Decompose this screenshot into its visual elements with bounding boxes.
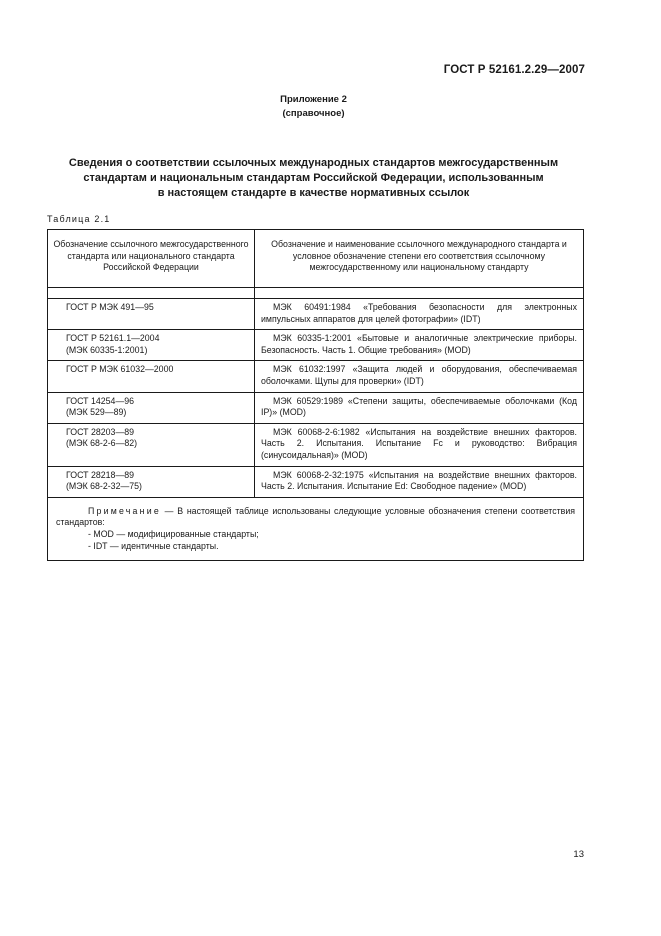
table-cell-code	[48, 361, 255, 392]
document-title-line: в настоящем стандарте в качестве нормативных ссылок	[157, 187, 470, 199]
table-cell-code	[48, 423, 255, 466]
table-header-cell: Обозначение и наименование ссылочного международного стандарта и условное обозначение степени его соответствия ссылочному межгосударственному или национальному стандарту	[255, 230, 584, 288]
note-body: — В настоящей таблице использованы следующие условные обозначения степени соответствия стандартов:	[56, 505, 575, 528]
table-spacer-row	[48, 288, 584, 299]
table-header-row	[48, 230, 584, 288]
table-note-row	[48, 497, 584, 560]
table-cell-description: МЭК 61032:1997 «Защита людей и оборудования, обеспечиваемая оболочками. Щупы для проверки» (IDT)	[255, 361, 584, 392]
correspondence-table	[47, 229, 584, 561]
standard-code: ГОСТ Р 52161.2.29—2007	[443, 64, 585, 76]
note-label: Примечание	[88, 505, 161, 516]
table-row	[48, 392, 584, 423]
table-cell-description: МЭК 60068-2-32:1975 «Испытания на воздействие внешних факторов. Часть 2. Испытания. Испытание Ed: Свободное падение» (MOD)	[255, 466, 584, 497]
code-line: ГОСТ 28218—89	[66, 469, 135, 480]
table-row	[48, 466, 584, 497]
table-cell-description: МЭК 60335-1:2001 «Бытовые и аналогичные электрические приборы. Безопасность. Часть 1. Общие требования» (MOD)	[255, 330, 584, 361]
code-line: (МЭК 68-2-32—75)	[66, 481, 142, 492]
table-row	[48, 423, 584, 466]
table-row	[48, 361, 584, 392]
table-cell-code	[48, 392, 255, 423]
document-title	[50, 156, 577, 201]
table-cell-code	[48, 299, 255, 330]
table-note	[48, 497, 584, 560]
code-line: (МЭК 68-2-6—82)	[66, 438, 138, 449]
page-number: 13	[573, 849, 584, 860]
table-cell-description: МЭК 60491:1984 «Требования безопасности для электронных импульсных аппаратов для целей фотографии» (IDT)	[255, 299, 584, 330]
document-title-line: Сведения о соответствии ссылочных международных стандартов межгосударственным	[68, 157, 559, 169]
table-cell-description: МЭК 60529:1989 «Степени защиты, обеспечиваемые оболочками (Код IP)» (MOD)	[255, 392, 584, 423]
table-cell-code	[48, 330, 255, 361]
table-cell-code	[48, 466, 255, 497]
code-line: ГОСТ 14254—96	[66, 395, 135, 406]
code-line: ГОСТ Р 52161.1—2004	[66, 333, 160, 344]
code-line: ГОСТ Р МЭК 61032—2000	[66, 364, 174, 375]
table-cell-description: МЭК 60068-2-6:1982 «Испытания на воздействие внешних факторов. Часть 2. Испытания. Испытание Fc и руководство: Вибрация (синусоидальная)» (MOD)	[255, 423, 584, 466]
appendix-title: Приложение 2	[280, 94, 347, 105]
appendix-heading	[0, 93, 627, 121]
note-text	[56, 506, 575, 529]
appendix-subtitle: (справочное)	[282, 108, 345, 119]
code-line: ГОСТ 28203—89	[66, 426, 135, 437]
document-title-line: стандартам и национальным стандартам Российской Федерации, использованным	[83, 172, 544, 184]
code-line: (МЭК 529—89)	[66, 407, 127, 418]
code-line: (МЭК 60335-1:2001)	[66, 344, 148, 355]
table-row	[48, 330, 584, 361]
code-line: ГОСТ Р МЭК 491—95	[66, 302, 154, 312]
table-header-cell: Обозначение ссылочного межгосударственного стандарта или национального стандарта Российской Федерации	[48, 230, 255, 288]
table-row	[48, 299, 584, 330]
note-item: - IDT — идентичные стандарты.	[88, 540, 219, 551]
note-item: - MOD — модифицированные стандарты;	[88, 528, 259, 539]
table-caption: Таблица 2.1	[47, 214, 111, 224]
